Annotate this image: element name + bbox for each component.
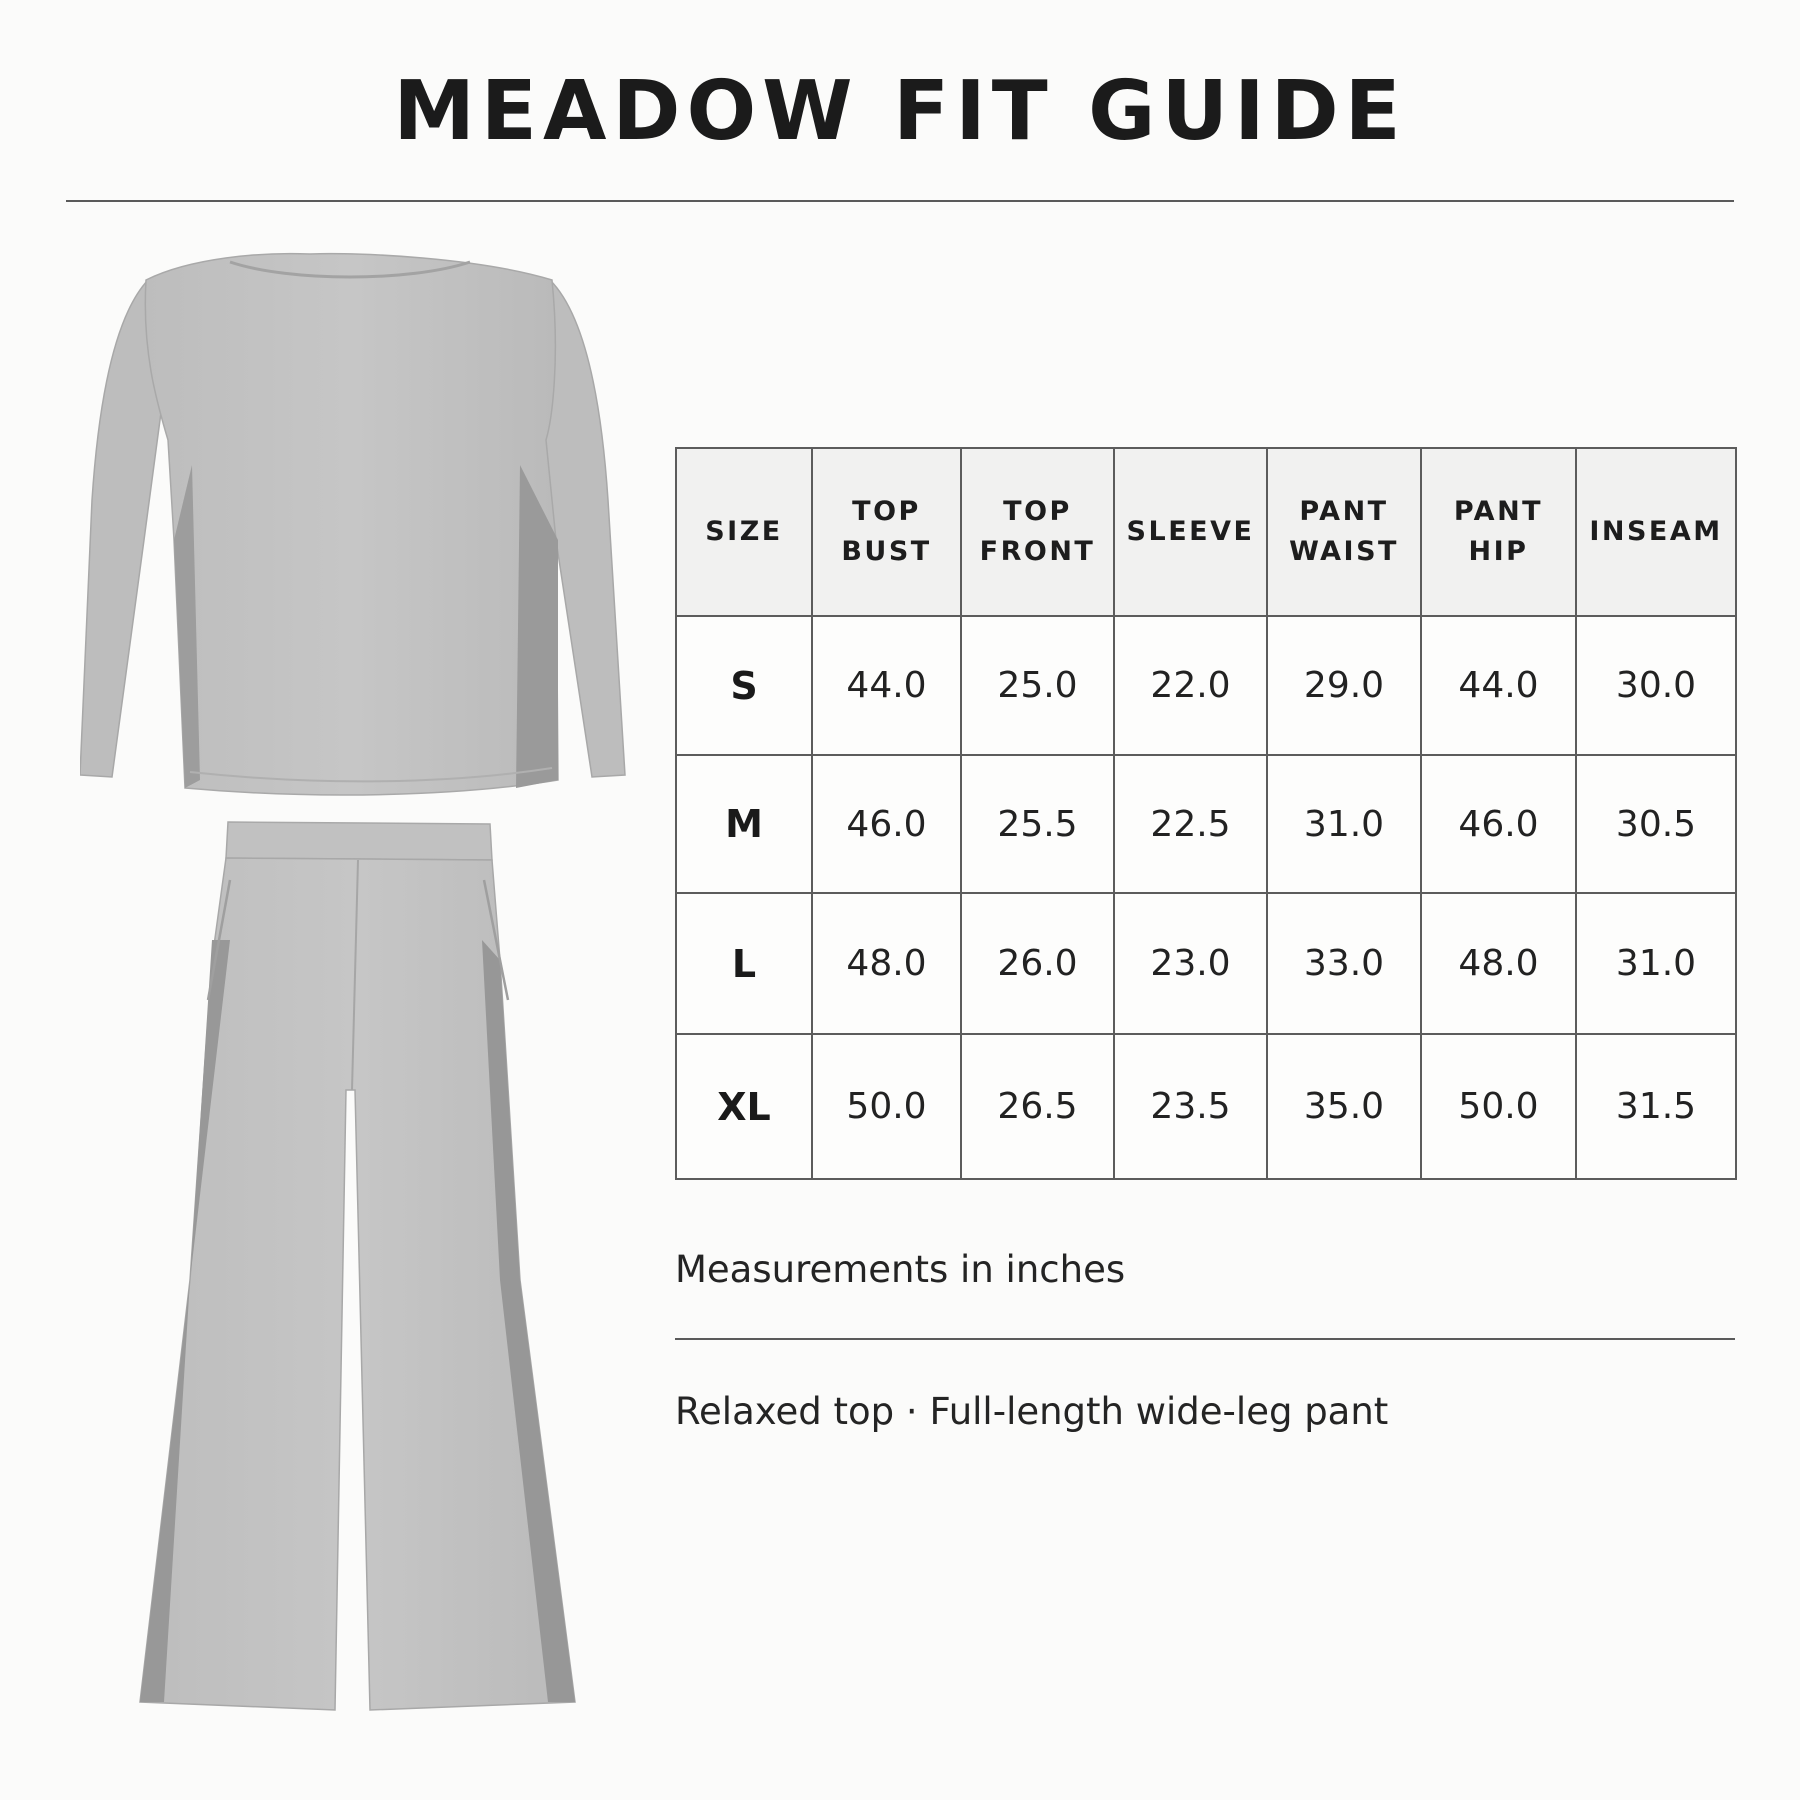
top-front-cell: 26.5 xyxy=(961,1034,1114,1179)
column-header-pant-hip: PANT HIP xyxy=(1421,448,1576,616)
notes-divider xyxy=(675,1338,1735,1340)
column-header-top-front: TOP FRONT xyxy=(961,448,1114,616)
pant-waist-cell: 31.0 xyxy=(1267,755,1421,893)
size-label-cell: S xyxy=(676,616,812,755)
top-bust-cell: 46.0 xyxy=(812,755,961,893)
size-label-cell: M xyxy=(676,755,812,893)
pant-hip-cell: 50.0 xyxy=(1421,1034,1576,1179)
pant-waistband xyxy=(226,822,492,860)
table-row xyxy=(676,893,1736,1034)
sleeve-cell: 23.0 xyxy=(1114,893,1267,1034)
pant-waist-cell: 33.0 xyxy=(1267,893,1421,1034)
top-bust-cell: 48.0 xyxy=(812,893,961,1034)
top-front-cell: 25.5 xyxy=(961,755,1114,893)
pant-waist-cell: 35.0 xyxy=(1267,1034,1421,1179)
size-chart-header-row xyxy=(676,448,1736,616)
top-bust-cell: 44.0 xyxy=(812,616,961,755)
column-header-sleeve: SLEEVE xyxy=(1114,448,1267,616)
size-chart-table xyxy=(675,447,1737,1180)
product-illustration xyxy=(80,240,640,1740)
relaxed-top xyxy=(80,254,625,795)
column-header-inseam: INSEAM xyxy=(1576,448,1736,616)
column-header-top-bust: TOP BUST xyxy=(812,448,961,616)
product-description: Relaxed top · Full-length wide-leg pant xyxy=(675,1390,1389,1433)
top-bust-cell: 50.0 xyxy=(812,1034,961,1179)
pant-hip-cell: 48.0 xyxy=(1421,893,1576,1034)
wide-leg-pant xyxy=(140,822,575,1710)
table-row xyxy=(676,755,1736,893)
pant-waist-cell: 29.0 xyxy=(1267,616,1421,755)
inseam-cell: 30.5 xyxy=(1576,755,1736,893)
pant-hip-cell: 44.0 xyxy=(1421,616,1576,755)
sleeve-cell: 23.5 xyxy=(1114,1034,1267,1179)
top-front-cell: 25.0 xyxy=(961,616,1114,755)
garment-set-image xyxy=(80,240,640,1740)
table-row xyxy=(676,616,1736,755)
page-title: MEADOW FIT GUIDE xyxy=(393,64,1407,159)
inseam-cell: 30.0 xyxy=(1576,616,1736,755)
inseam-cell: 31.0 xyxy=(1576,893,1736,1034)
title-divider xyxy=(66,200,1734,202)
top-front-cell: 26.0 xyxy=(961,893,1114,1034)
inseam-cell: 31.5 xyxy=(1576,1034,1736,1179)
column-header-pant-waist: PANT WAIST xyxy=(1267,448,1421,616)
sleeve-cell: 22.0 xyxy=(1114,616,1267,755)
table-row xyxy=(676,1034,1736,1179)
size-label-cell: XL xyxy=(676,1034,812,1179)
units-note: Measurements in inches xyxy=(675,1248,1126,1291)
top-body xyxy=(145,254,558,795)
sleeve-cell: 22.5 xyxy=(1114,755,1267,893)
column-header-size: SIZE xyxy=(676,448,812,616)
size-label-cell: L xyxy=(676,893,812,1034)
pant-hip-cell: 46.0 xyxy=(1421,755,1576,893)
